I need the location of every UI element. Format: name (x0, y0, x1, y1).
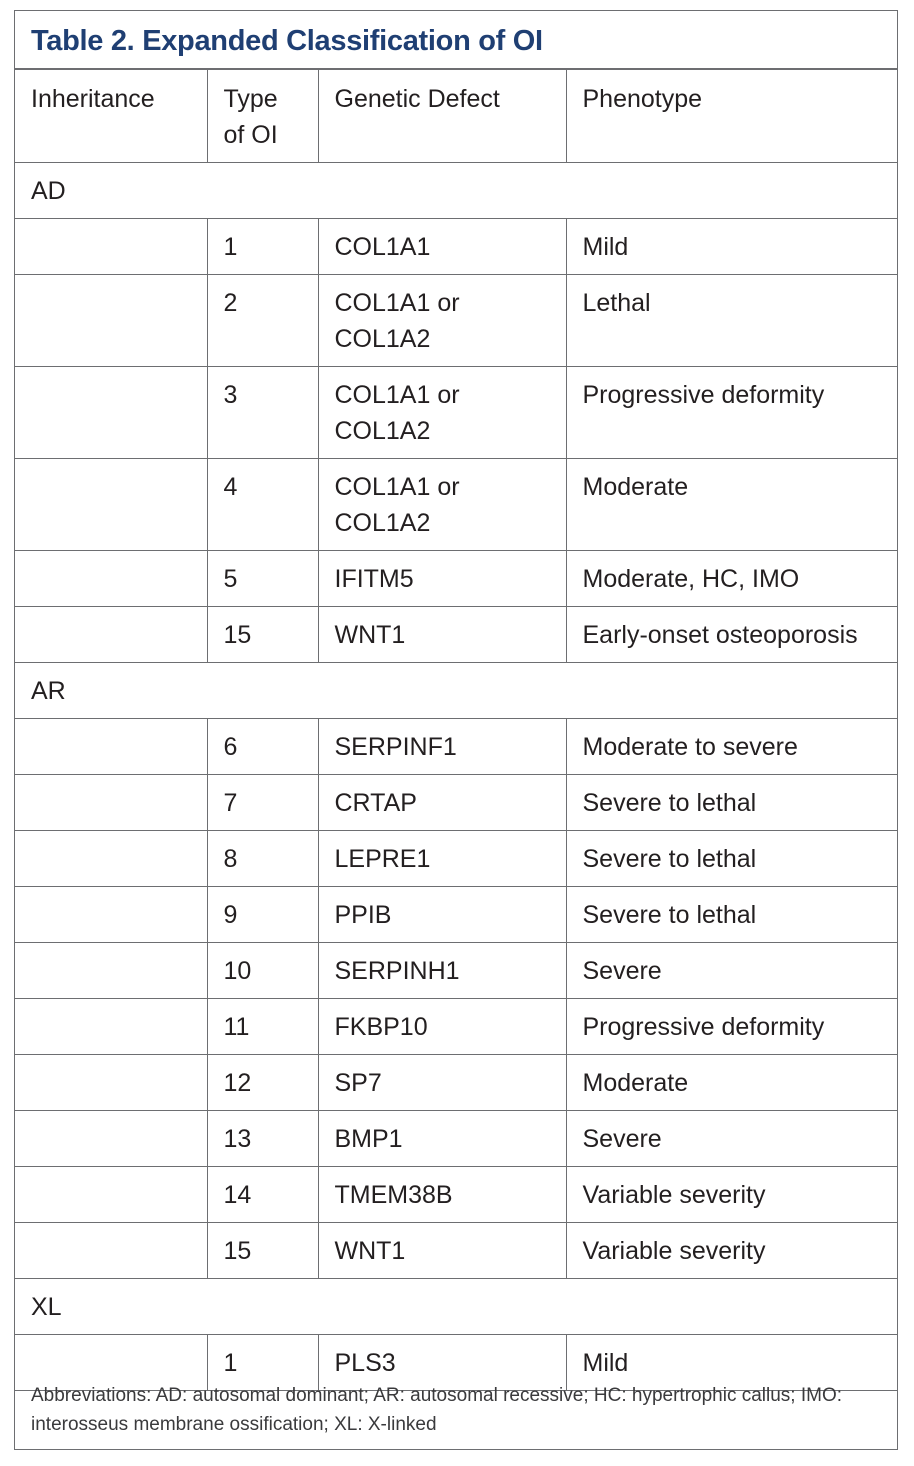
group-inheritance-label: AR (15, 663, 897, 719)
cell-phenotype: Progressive deformity (566, 999, 897, 1055)
cell-phenotype: Early-onset osteoporosis (566, 607, 897, 663)
cell-inheritance-empty (15, 1167, 207, 1223)
cell-phenotype: Moderate, HC, IMO (566, 551, 897, 607)
cell-phenotype: Moderate (566, 1055, 897, 1111)
cell-phenotype: Moderate to severe (566, 719, 897, 775)
group-inheritance-label: AD (15, 163, 897, 219)
cell-genetic-defect: IFITM5 (318, 551, 566, 607)
cell-phenotype: Progressive deformity (566, 367, 897, 459)
table-row (15, 1055, 897, 1111)
cell-genetic-defect: PLS3 (318, 1335, 566, 1391)
cell-type: 12 (207, 1055, 318, 1111)
header-inheritance: Inheritance (15, 70, 207, 163)
cell-genetic-defect: TMEM38B (318, 1167, 566, 1223)
cell-type: 9 (207, 887, 318, 943)
cell-genetic-defect: COL1A1 or COL1A2 (318, 459, 566, 551)
cell-type: 15 (207, 1223, 318, 1279)
header-type: Type of OI (207, 70, 318, 163)
cell-inheritance-empty (15, 367, 207, 459)
cell-inheritance-empty (15, 943, 207, 999)
cell-inheritance-empty (15, 719, 207, 775)
group-inheritance-label: XL (15, 1279, 897, 1335)
cell-type: 4 (207, 459, 318, 551)
header-phenotype: Phenotype (566, 70, 897, 163)
cell-genetic-defect: COL1A1 or COL1A2 (318, 367, 566, 459)
cell-type: 2 (207, 275, 318, 367)
cell-type: 5 (207, 551, 318, 607)
table-body (15, 163, 897, 1391)
cell-genetic-defect: BMP1 (318, 1111, 566, 1167)
cell-inheritance-empty (15, 459, 207, 551)
table-row (15, 607, 897, 663)
table-frame (14, 10, 898, 1450)
cell-inheritance-empty (15, 999, 207, 1055)
cell-type: 10 (207, 943, 318, 999)
cell-phenotype: Variable severity (566, 1223, 897, 1279)
table-row (15, 275, 897, 367)
cell-type: 15 (207, 607, 318, 663)
cell-genetic-defect: SERPINH1 (318, 943, 566, 999)
cell-type: 1 (207, 1335, 318, 1391)
cell-inheritance-empty (15, 607, 207, 663)
cell-phenotype: Severe to lethal (566, 887, 897, 943)
cell-inheritance-empty (15, 1111, 207, 1167)
cell-genetic-defect: WNT1 (318, 607, 566, 663)
table-row (15, 775, 897, 831)
cell-genetic-defect: FKBP10 (318, 999, 566, 1055)
table-row (15, 1111, 897, 1167)
cell-genetic-defect: SP7 (318, 1055, 566, 1111)
cell-inheritance-empty (15, 219, 207, 275)
cell-phenotype: Severe to lethal (566, 775, 897, 831)
cell-type: 6 (207, 719, 318, 775)
cell-type: 3 (207, 367, 318, 459)
cell-genetic-defect: WNT1 (318, 1223, 566, 1279)
cell-inheritance-empty (15, 551, 207, 607)
cell-phenotype: Severe to lethal (566, 831, 897, 887)
classification-table (15, 69, 897, 1391)
cell-inheritance-empty (15, 275, 207, 367)
group-row (15, 163, 897, 219)
table-row (15, 887, 897, 943)
cell-phenotype: Lethal (566, 275, 897, 367)
table-row (15, 943, 897, 999)
table-row (15, 367, 897, 459)
cell-phenotype: Severe (566, 943, 897, 999)
cell-inheritance-empty (15, 1055, 207, 1111)
table-row (15, 831, 897, 887)
table-row (15, 719, 897, 775)
footnote: Abbreviations: AD: autosomal dominant; AR: autosomal recessive; HC: hypertrophic callus; IMO: interosseus membrane ossification; XL: X-linked (31, 1385, 843, 1435)
cell-type: 11 (207, 999, 318, 1055)
table-row (15, 459, 897, 551)
cell-phenotype: Mild (566, 1335, 897, 1391)
table-row (15, 1167, 897, 1223)
cell-type: 7 (207, 775, 318, 831)
group-row (15, 1279, 897, 1335)
cell-type: 1 (207, 219, 318, 275)
cell-genetic-defect: PPIB (318, 887, 566, 943)
group-row (15, 663, 897, 719)
cell-inheritance-empty (15, 1223, 207, 1279)
cell-genetic-defect: LEPRE1 (318, 831, 566, 887)
cell-phenotype: Variable severity (566, 1167, 897, 1223)
cell-genetic-defect: SERPINF1 (318, 719, 566, 775)
header-genetic-defect: Genetic Defect (318, 70, 566, 163)
cell-genetic-defect: COL1A1 (318, 219, 566, 275)
cell-phenotype: Severe (566, 1111, 897, 1167)
table-row (15, 551, 897, 607)
cell-phenotype: Moderate (566, 459, 897, 551)
cell-inheritance-empty (15, 775, 207, 831)
table-row (15, 219, 897, 275)
cell-genetic-defect: COL1A1 or COL1A2 (318, 275, 566, 367)
cell-type: 13 (207, 1111, 318, 1167)
cell-type: 14 (207, 1167, 318, 1223)
table-row (15, 1223, 897, 1279)
table-title: Table 2. Expanded Classification of OI (15, 11, 897, 69)
cell-phenotype: Mild (566, 219, 897, 275)
cell-genetic-defect: CRTAP (318, 775, 566, 831)
cell-inheritance-empty (15, 887, 207, 943)
cell-type: 8 (207, 831, 318, 887)
header-row (15, 70, 897, 163)
table-row (15, 999, 897, 1055)
cell-inheritance-empty (15, 831, 207, 887)
